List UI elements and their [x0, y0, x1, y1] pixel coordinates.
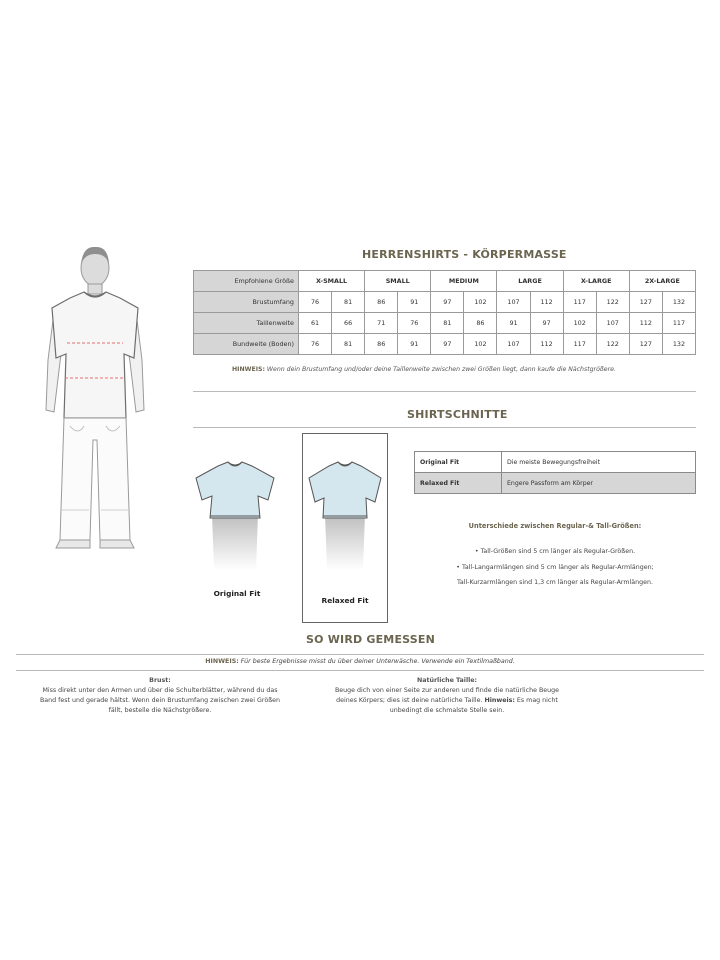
chest-instructions [12, 676, 308, 716]
table-cell: 86 [365, 334, 398, 355]
table-cell: 97 [431, 292, 464, 313]
table-cell: 81 [332, 292, 365, 313]
size-table-row-chest [194, 292, 696, 313]
table-cell: 112 [530, 334, 563, 355]
size-header-xlarge: X-LARGE [563, 271, 629, 292]
measure-note [16, 658, 704, 665]
fit-desc-relaxed: Engere Passform am Körper [502, 473, 696, 494]
relaxed-fit-shirt-illustration [303, 458, 387, 574]
size-table [193, 270, 696, 355]
section-divider [16, 670, 704, 671]
size-table-corner: Empfohlene Größe [194, 271, 299, 292]
table-cell: 86 [464, 313, 497, 334]
table-cell: 117 [563, 292, 596, 313]
chest-line: Band fest und gerade hältst. Wenn dein Brustumfang zwischen zwei Größen [39, 697, 281, 704]
row-label-waistband: Bundweite (Boden) [194, 334, 299, 355]
section-divider [16, 654, 704, 655]
waist-heading: Natürliche Taille: [416, 677, 478, 684]
fit-name-original: Original Fit [415, 452, 502, 473]
waist-line: unbedingt die schmalste Stelle sein. [389, 707, 505, 714]
table-cell: 76 [299, 334, 332, 355]
table-cell: 102 [464, 334, 497, 355]
table-cell: 117 [563, 334, 596, 355]
differences-heading: Unterschiede zwischen Regular-& Tall-Größen: [468, 522, 642, 530]
fit-name-relaxed: Relaxed Fit [415, 473, 502, 494]
body-figure-illustration [40, 240, 150, 570]
table-cell: 122 [596, 334, 629, 355]
fit-row-original [415, 452, 696, 473]
list-item: • Tall-Langarmlängen sind 5 cm länger als Regular-Armlängen; [456, 563, 654, 571]
table-cell: 132 [662, 334, 695, 355]
table-cell: 81 [332, 334, 365, 355]
size-table-row-waist [194, 313, 696, 334]
table-cell: 91 [398, 334, 431, 355]
table-cell: 107 [596, 313, 629, 334]
table-cell: 127 [629, 292, 662, 313]
waist-line: deines Körpers; dies ist deine natürliche Taille. Hinweis: Es mag nicht [336, 697, 558, 704]
table-cell: 127 [629, 334, 662, 355]
size-header-xsmall: X-SMALL [299, 271, 365, 292]
table-cell: 86 [365, 292, 398, 313]
table-cell: 112 [629, 313, 662, 334]
size-table-row-waistband [194, 334, 696, 355]
measure-note-text: Für beste Ergebnisse misst du über deiner Unterwäsche. Verwende ein Textilmaßband. [240, 658, 515, 665]
size-note-text: Wenn dein Brustumfang und/oder deine Taillenweite zwischen zwei Größen liegt, dann kaufe die Nächstgrößere. [266, 366, 616, 373]
measure-note-label: HINWEIS: [205, 658, 239, 665]
size-note-label: HINWEIS: [232, 366, 265, 373]
row-label-chest: Brustumfang [194, 292, 299, 313]
fit-desc-original: Die meiste Bewegungsfreiheit [502, 452, 696, 473]
relaxed-fit-caption: Relaxed Fit [321, 596, 369, 605]
size-note [232, 366, 616, 373]
table-cell: 91 [398, 292, 431, 313]
fit-table [414, 451, 696, 494]
list-item: • Tall-Größen sind 5 cm länger als Regular-Größen. [474, 548, 636, 555]
table-cell: 102 [563, 313, 596, 334]
size-header-2xlarge: 2X-LARGE [629, 271, 695, 292]
row-label-waist: Taillenweite [194, 313, 299, 334]
shirt-cuts-title: SHIRTSCHNITTE [407, 408, 508, 421]
size-chart-title: HERRENSHIRTS - KÖRPERMASSE [362, 248, 567, 261]
table-cell: 61 [299, 313, 332, 334]
how-to-measure-title: SO WIRD GEMESSEN [306, 633, 436, 646]
size-header-small: SMALL [365, 271, 431, 292]
table-cell: 132 [662, 292, 695, 313]
table-cell: 107 [497, 334, 530, 355]
waist-note-label: Hinweis: [484, 697, 515, 704]
table-cell: 102 [464, 292, 497, 313]
list-item-continuation: Tall-Kurzarmlängen sind 1,3 cm länger als Regular-Armlängen. [457, 579, 653, 586]
table-cell: 97 [431, 334, 464, 355]
table-cell: 71 [365, 313, 398, 334]
size-table-header-row [194, 271, 696, 292]
chest-heading: Brust: [149, 677, 171, 684]
chest-line: fällt, bestelle die Nächstgrößere. [108, 707, 212, 714]
waist-instructions [302, 676, 592, 716]
table-cell: 91 [497, 313, 530, 334]
table-cell: 112 [530, 292, 563, 313]
table-cell: 117 [662, 313, 695, 334]
size-header-medium: MEDIUM [431, 271, 497, 292]
table-cell: 76 [398, 313, 431, 334]
fit-row-relaxed [415, 473, 696, 494]
chest-line: Miss direkt unter den Armen und über die Schulterblätter, während du das [42, 687, 278, 694]
waist-line: Beuge dich von einer Seite zur anderen und finde die natürliche Beuge [334, 687, 559, 694]
original-fit-caption: Original Fit [213, 589, 261, 598]
table-cell: 97 [530, 313, 563, 334]
table-cell: 76 [299, 292, 332, 313]
section-divider [193, 391, 696, 392]
differences-list [414, 544, 696, 591]
size-header-large: LARGE [497, 271, 563, 292]
table-cell: 107 [497, 292, 530, 313]
section-divider [193, 427, 696, 428]
table-cell: 66 [332, 313, 365, 334]
table-cell: 122 [596, 292, 629, 313]
table-cell: 81 [431, 313, 464, 334]
original-fit-shirt-illustration [190, 458, 280, 574]
